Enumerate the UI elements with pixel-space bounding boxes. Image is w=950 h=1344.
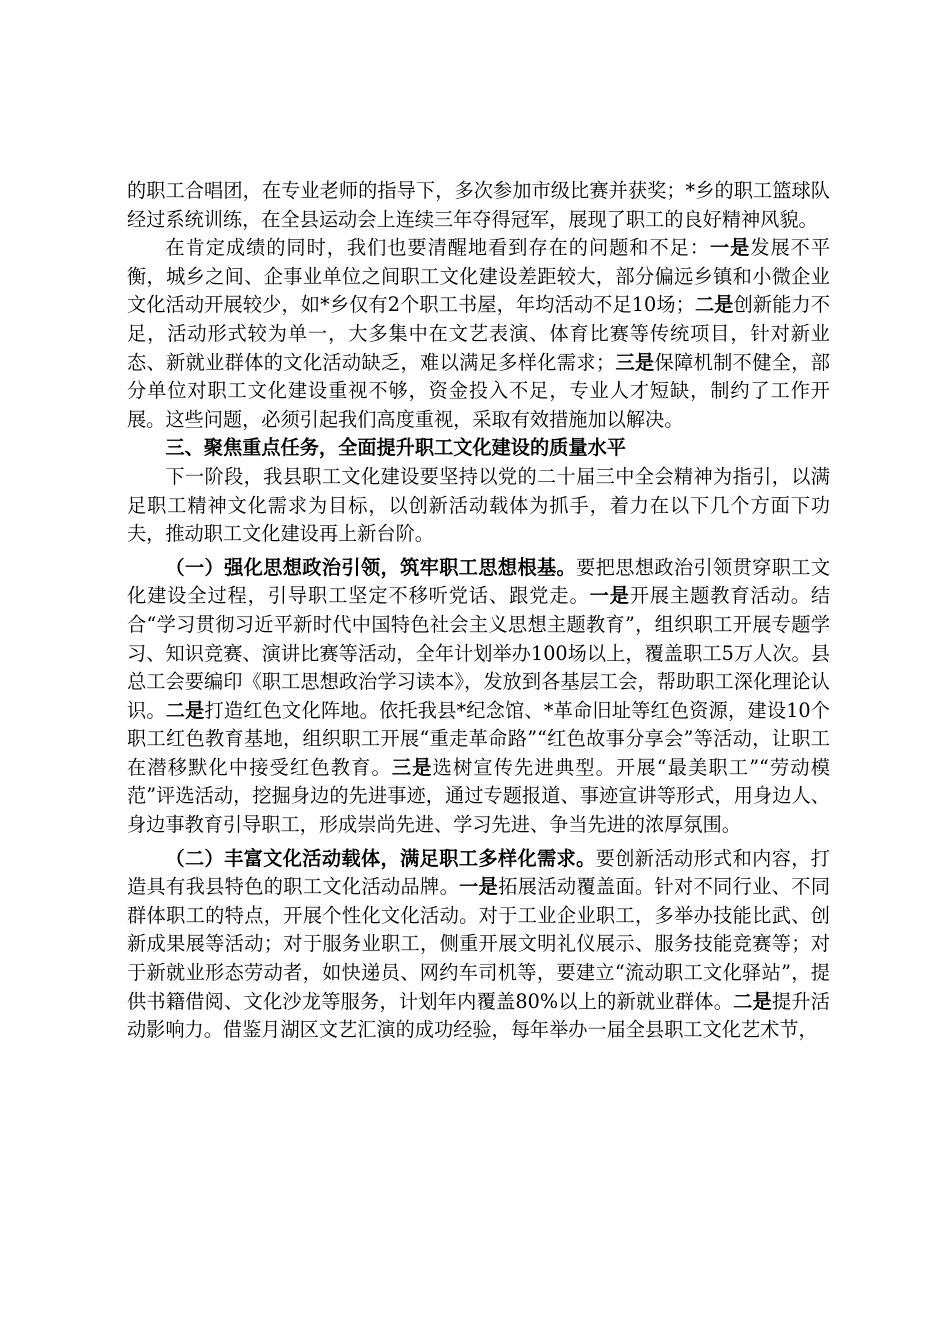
- paragraph-ideology: [127, 554, 830, 840]
- subsection-title: （一）强化思想政治引领，筑牢职工思想根基。: [165, 555, 577, 579]
- section-heading: 三、聚焦重点任务，全面提升职工文化建设的质量水平: [165, 436, 626, 460]
- bold-marker: 三是: [391, 755, 433, 779]
- paragraph-text: 要创新活动形式和内容，打造具有我县特色的职工文化活动品牌。: [127, 846, 830, 899]
- paragraph-activities: [127, 845, 830, 1045]
- paragraph-text: 保障机制不健全，部分单位对职工文化建设重视不够，资金投入不足，专业人才短缺，制约了工作开展。这些问题，必须引起我们高度重视，采取有效措施加以解决。: [127, 350, 831, 431]
- paragraph-text: 拓展活动覆盖面。针对不同行业、不同群体职工的特点，开展个性化文化活动。对于工业企业职工，多举办技能比武、创新成果展等活动；对于服务业职工，侧重开展文明礼仪展示、服务技能竞赛等；对于新就业形态劳动者，如快递员、网约车司机等，要建立“流动职工文化驿站”，提供书籍借阅、文化沙龙等服务，计划年内覆盖80%以上的新就业群体。: [127, 875, 831, 1013]
- bold-marker: 一是: [709, 236, 751, 260]
- bold-marker: 二是: [165, 698, 205, 722]
- paragraph-continuation: 的职工合唱团，在专业老师的指导下，多次参加市级比赛并获奖；*乡的职工篮球队经过系统训练，在全县运动会上连续三年夺得冠军，展现了职工的良好精神风貌。: [127, 179, 830, 231]
- paragraph-text: 创新能力不足，活动形式较为单一，大多集中在文艺表演、体育比赛等传统项目，针对新业态、新就业群体的文化活动缺乏，难以满足多样化需求；: [127, 293, 831, 374]
- bold-marker: 一是: [589, 584, 630, 608]
- subsection-title: （二）丰富文化活动载体，满足职工多样化需求。: [165, 846, 596, 870]
- bold-marker: 三是: [615, 350, 655, 374]
- paragraph-text: 提升活动影响力。借鉴月湖区文艺汇演的成功经验，每年举办一届全县职工文化艺术节，: [127, 989, 830, 1042]
- document-page: [127, 177, 830, 1045]
- paragraph-text: 要把思想政治引领贯穿职工文化建设全过程，引导职工坚定不移听党话、跟党走。: [127, 555, 831, 608]
- paragraph-text: 打造红色文化阵地。依托我县*纪念馆、*革命旧址等红色资源，建设10个职工红色教育基地，组织职工开展“重走革命路”“红色故事分享会”等活动，让职工在潜移默化中接受红色教育。: [127, 698, 830, 779]
- paragraph-text: 发展不平衡，城乡之间、企事业单位之间职工文化建设差距较大，部分偏远乡镇和小微企业文化活动开展较少，如*乡仅有2个职工书屋，年均活动不足10场；: [127, 236, 831, 317]
- paragraph-text: 选树宣传先进典型。开展“最美职工”“劳动模范”评选活动，挖掘身边的先进事迹，通过专题报道、事迹宣讲等形式，用身边人、身边事教育引导职工，形成崇尚先进、学习先进、争当先进的浓厚氛围。: [127, 755, 830, 837]
- paragraph-text: 开展主题教育活动。结合“学习贯彻习近平新时代中国特色社会主义思想主题教育”，组织职工开展专题学习、知识竞赛、演讲比赛等活动，全年计划举办100场以上，覆盖职工5万人次。县总工会要编印《职工思想政治学习读本》，发放到各基层工会，帮助职工深化理论认识。: [127, 584, 831, 722]
- bold-marker: 一是: [459, 875, 499, 899]
- bold-marker: 二是: [694, 293, 734, 317]
- paragraph-intro: 下一阶段，我县职工文化建设要坚持以党的二十届三中全会精神为指引，以满足职工精神文化需求为目标，以创新活动载体为抓手，着力在以下几个方面下功夫，推动职工文化建设再上新台阶。: [127, 464, 830, 546]
- bold-marker: 二是: [733, 989, 772, 1013]
- paragraph-problems: [127, 234, 830, 434]
- paragraph-text: 在肯定成绩的同时，我们也要清醒地看到存在的问题和不足：: [165, 236, 710, 260]
